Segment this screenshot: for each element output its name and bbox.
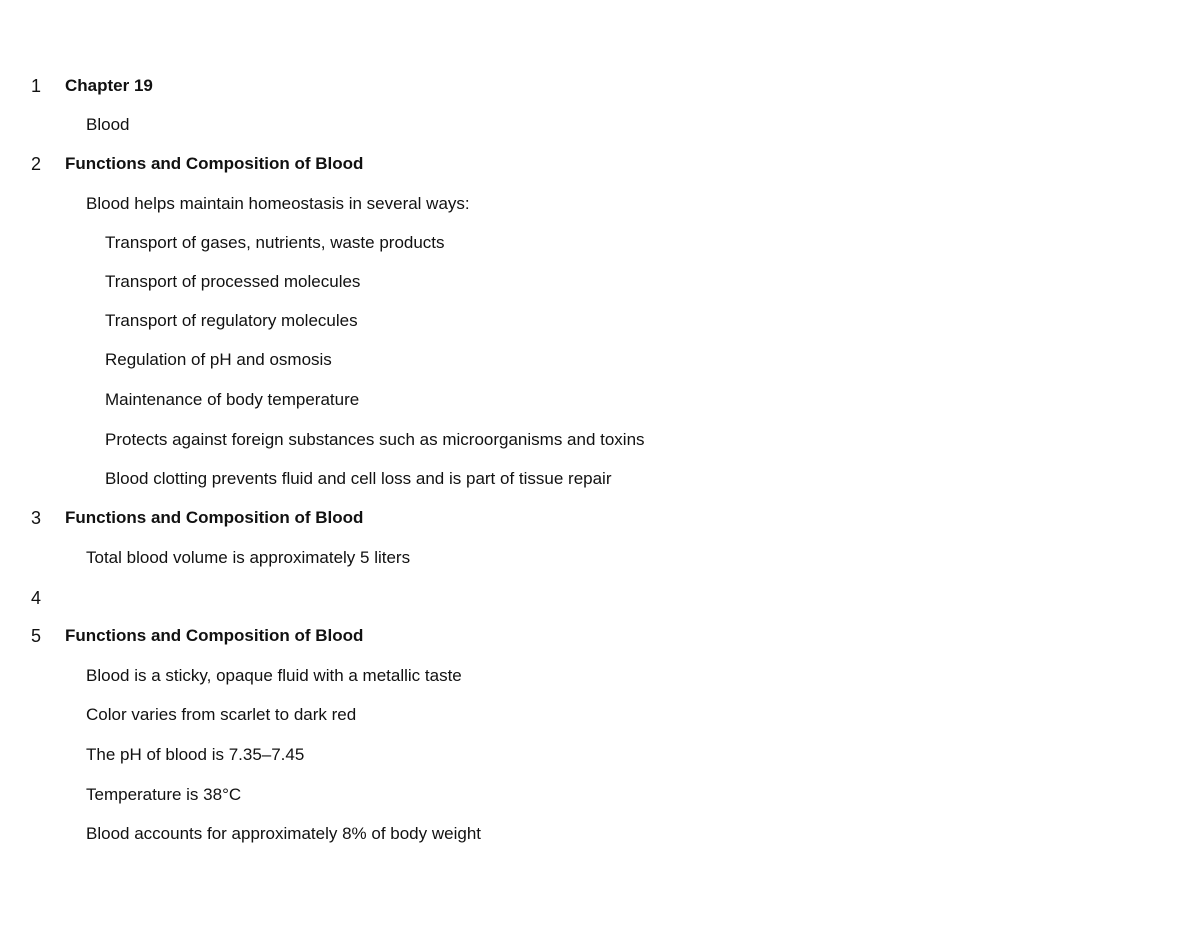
slide-title: Functions and Composition of Blood bbox=[65, 508, 364, 527]
outline-item-text: Blood accounts for approximately 8% of body weight bbox=[86, 824, 482, 843]
outline-item-text: Blood helps maintain homeostasis in several ways: bbox=[86, 194, 470, 213]
outline-subitem-text: Transport of processed molecules bbox=[105, 272, 361, 291]
slide-title: Functions and Composition of Blood bbox=[65, 154, 364, 173]
outline-item-text: Color varies from scarlet to dark red bbox=[86, 705, 357, 724]
outline-item-text: The pH of blood is 7.35–7.45 bbox=[86, 745, 305, 764]
slide-number: 5 bbox=[31, 626, 42, 646]
outline-subitem-text: Transport of regulatory molecules bbox=[105, 311, 358, 330]
outline-item-text: Temperature is 38°C bbox=[86, 785, 242, 804]
outline-subitem-text: Transport of gases, nutrients, waste products bbox=[105, 233, 445, 252]
slide-title: Chapter 19 bbox=[65, 76, 153, 95]
slide-number: 3 bbox=[31, 508, 42, 528]
outline-subitem-text: Protects against foreign substances such as microorganisms and toxins bbox=[105, 430, 645, 449]
outline-item-text: Blood is a sticky, opaque fluid with a metallic taste bbox=[86, 666, 462, 685]
slide-number: 2 bbox=[31, 154, 42, 174]
slide-title: Functions and Composition of Blood bbox=[65, 626, 364, 645]
outline-subitem-text: Regulation of pH and osmosis bbox=[105, 350, 332, 369]
outline-subitem-text: Maintenance of body temperature bbox=[105, 390, 360, 409]
outline-subitem-text: Blood clotting prevents fluid and cell loss and is part of tissue repair bbox=[105, 469, 612, 488]
slide-number: 1 bbox=[31, 76, 42, 96]
outline-item-text: Blood bbox=[86, 115, 130, 134]
slide-number: 4 bbox=[31, 588, 42, 608]
outline-item-text: Total blood volume is approximately 5 liters bbox=[86, 548, 411, 567]
